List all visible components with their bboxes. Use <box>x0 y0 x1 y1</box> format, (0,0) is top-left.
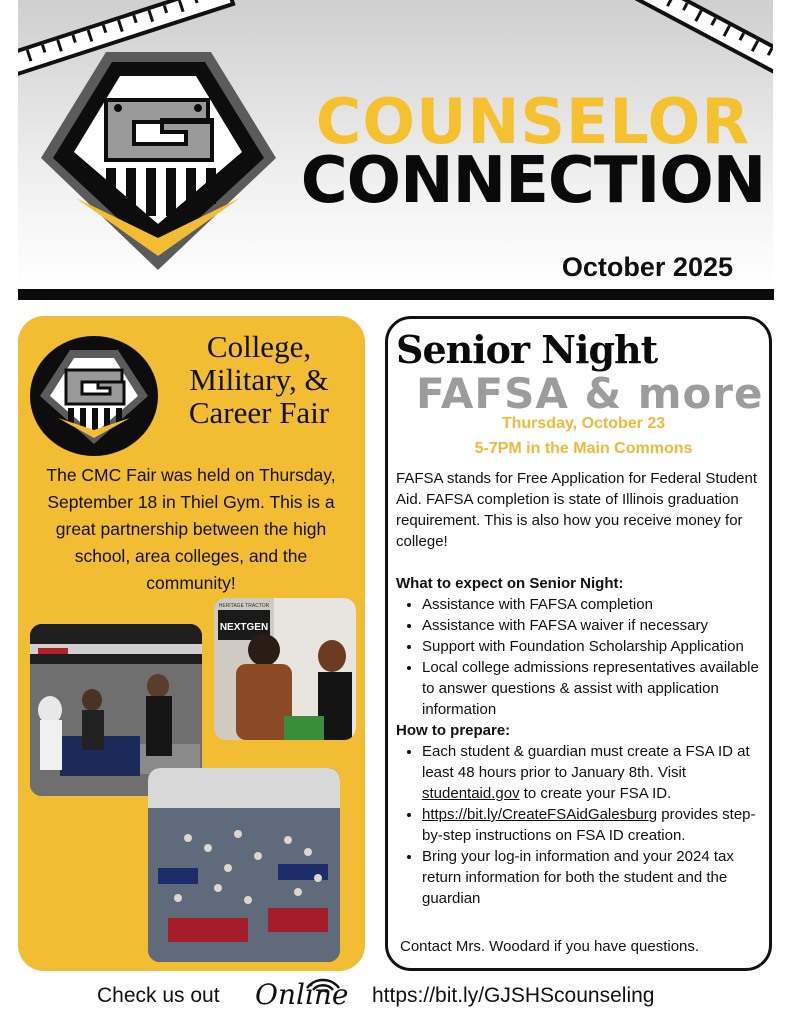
list-item <box>422 741 764 804</box>
list-item <box>422 804 764 846</box>
school-logo-shield <box>36 48 281 273</box>
contact-note: Contact Mrs. Woodard if you have questions. <box>400 938 700 955</box>
senior-night-date: Thursday, October 23 <box>501 415 666 432</box>
booth-sign-text: NEXTGEN <box>219 622 269 633</box>
prepare-heading: How to prepare: <box>396 722 511 739</box>
expect-heading: What to expect on Senior Night: <box>396 575 624 592</box>
fair-photo-booth-talk <box>214 598 356 740</box>
prepare-item1-tail: to create your FSA ID. <box>523 785 672 802</box>
newsletter-title-connection: CONNECTION <box>300 144 766 218</box>
senior-night-body <box>396 468 764 909</box>
fair-photo-gym-overview <box>148 768 340 962</box>
footer-online-script: Online <box>255 978 349 1011</box>
fair-title: College, Military, & Career Fair <box>188 329 330 430</box>
studentaid-link[interactable]: studentaid.gov <box>422 785 520 802</box>
counseling-website-link[interactable]: https://bit.ly/GJSHScounseling <box>372 984 655 1007</box>
senior-night-time-place: 5-7PM in the Main Commons <box>474 440 693 457</box>
footer <box>0 978 791 1018</box>
prepare-list <box>396 741 764 909</box>
prepare-item1-text: Each student & guardian must create a FSA ID at least 48 hours prior to January 8th. Visit <box>422 743 750 781</box>
list-item: • Local college admissions representatives available to answer questions & assist with application information <box>422 657 764 720</box>
school-logo-circle <box>28 334 160 458</box>
fair-description: The CMC Fair was held on Thursday, September 18 in Thiel Gym. This is a great partnership between the high school, area colleges, and the community! <box>46 465 336 593</box>
senior-night-title: Senior Night <box>396 327 658 372</box>
list-item: • Assistance with FAFSA completion <box>422 594 764 615</box>
header-banner <box>18 0 773 290</box>
issue-date: October 2025 <box>561 252 733 282</box>
ruler-graphic-right <box>619 0 773 85</box>
header-divider <box>18 289 774 300</box>
booth-sign-heading: HERITAGE TRACTOR <box>218 603 270 609</box>
prepare-item2-tail: provides step-by-step instructions on FSA ID creation. <box>422 806 756 844</box>
expect-list <box>396 594 764 720</box>
fafsa-intro: FAFSA stands for Free Application for Federal Student Aid. FAFSA completion is state of Illinois graduation requirement. This is also how you receive money for college! <box>396 470 758 550</box>
cmc-fair-panel <box>18 316 365 971</box>
list-item: • Bring your log-in information and your 2024 tax return information for both the student and the guardian <box>422 846 764 909</box>
list-item: • Assistance with FAFSA waiver if necessary <box>422 615 764 636</box>
create-fsa-id-link[interactable]: https://bit.ly/CreateFSAidGalesburg <box>422 806 658 823</box>
newsletter-title-counselor: COUNSELOR <box>315 85 751 158</box>
list-item: • Support with Foundation Scholarship Application <box>422 636 764 657</box>
footer-check-text: Check us out <box>97 984 220 1007</box>
senior-night-panel <box>385 316 772 971</box>
senior-night-subtitle: FAFSA & more <box>416 369 764 418</box>
